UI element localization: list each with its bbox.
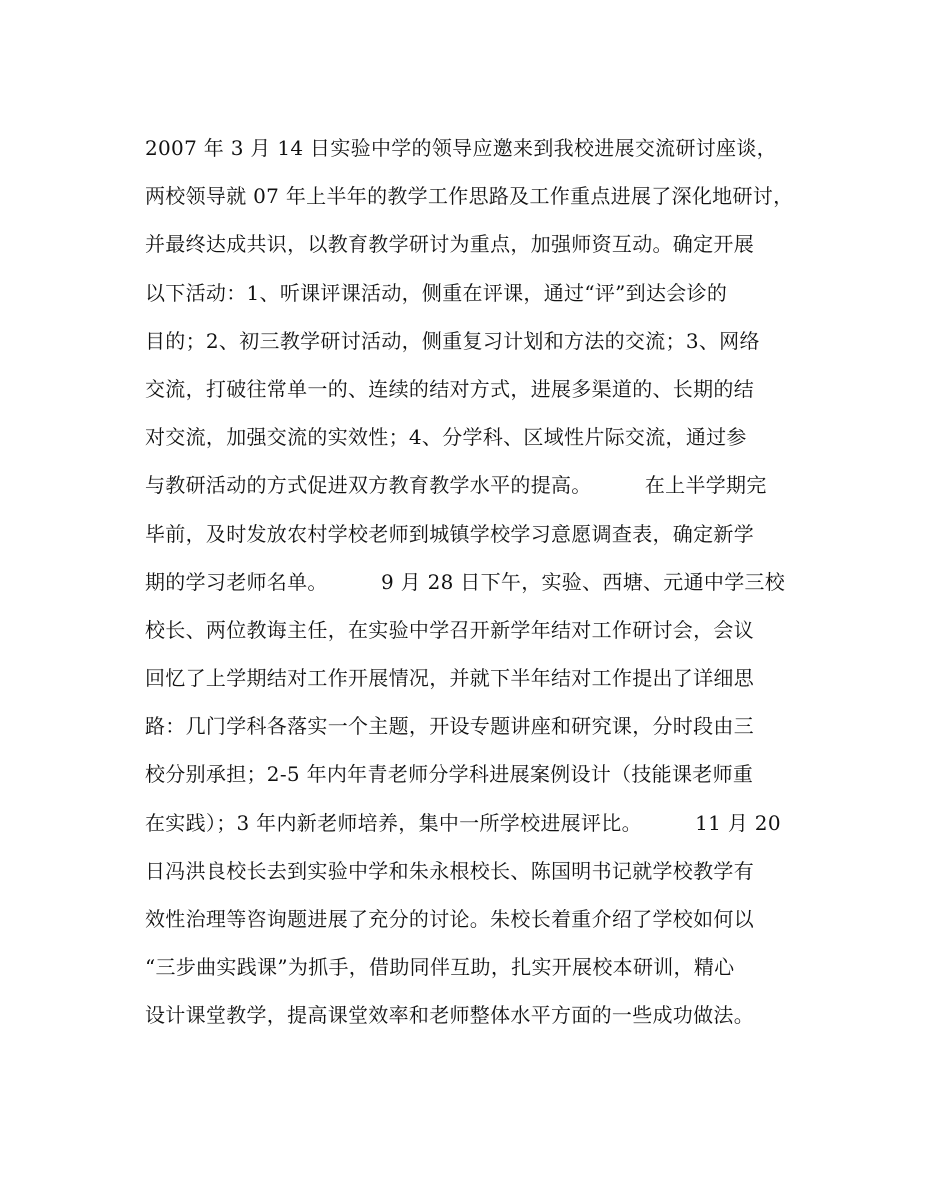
text-line: 效性治理等咨询题进展了充分的讨论。朱校长着重介绍了学校如何以 [145, 907, 754, 931]
text-line: 校长、两位教诲主任，在实验中学召开新学年结对工作研讨会，会议 [145, 617, 754, 642]
text-line: 设计课堂教学，提高课堂效率和老师整体水平方面的一些成功做法。 [145, 1003, 754, 1028]
text-line: 对交流，加强交流的实效性；4、分学科、区域性片际交流，通过参 [145, 425, 747, 450]
text-line: 以下活动：1、听课评课活动，侧重在评课，通过“评”到达会诊的 [145, 280, 728, 305]
text-line: 与教研活动的方式促进双方教育教学水平的提高。 在上半学期完 [145, 473, 767, 498]
text-line: “三步曲实践课”为抓手，借助同伴互助，扎实开展校本研训，精心 [145, 955, 735, 980]
text-line: 两校领导就 07 年上半年的教学工作思路及工作重点进展了深化地研讨， [145, 184, 794, 209]
text-line: 目的；2、初三教学研讨活动，侧重复习计划和方法的交流；3、网络 [145, 328, 760, 353]
text-line: 并最终达成共识，以教育教学研讨为重点，加强师资互动。确定开展 [145, 232, 754, 257]
body-text [145, 128, 835, 1044]
text-line: 回忆了上学期结对工作开展情况，并就下半年结对工作提出了详细思 [145, 666, 754, 691]
text-line: 日冯洪良校长去到实验中学和朱永根校长、陈国明书记就学校教学有 [145, 858, 754, 883]
text-line: 毕前，及时发放农村学校老师到城镇学校学习意愿调查表，确定新学 [145, 521, 754, 546]
text-line: 在实践）；3 年内新老师培养，集中一所学校进展评比。 11 月 20 [145, 810, 781, 835]
text-line: 校分别承担；2-5 年内年青老师分学科进展案例设计（技能课老师重 [145, 762, 754, 787]
text-line: 路：几门学科各落实一个主题，开设专题讲座和研究课，分时段由三 [145, 714, 754, 739]
text-line: 期的学习老师名单。 9 月 28 日下午，实验、西塘、元通中学三校 [145, 569, 786, 594]
text-line: 交流，打破往常单一的、连续的结对方式，进展多渠道的、长期的结 [145, 376, 754, 401]
text-line: 2007 年 3 月 14 日实验中学的领导应邀来到我校进展交流研讨座谈， [145, 136, 777, 160]
